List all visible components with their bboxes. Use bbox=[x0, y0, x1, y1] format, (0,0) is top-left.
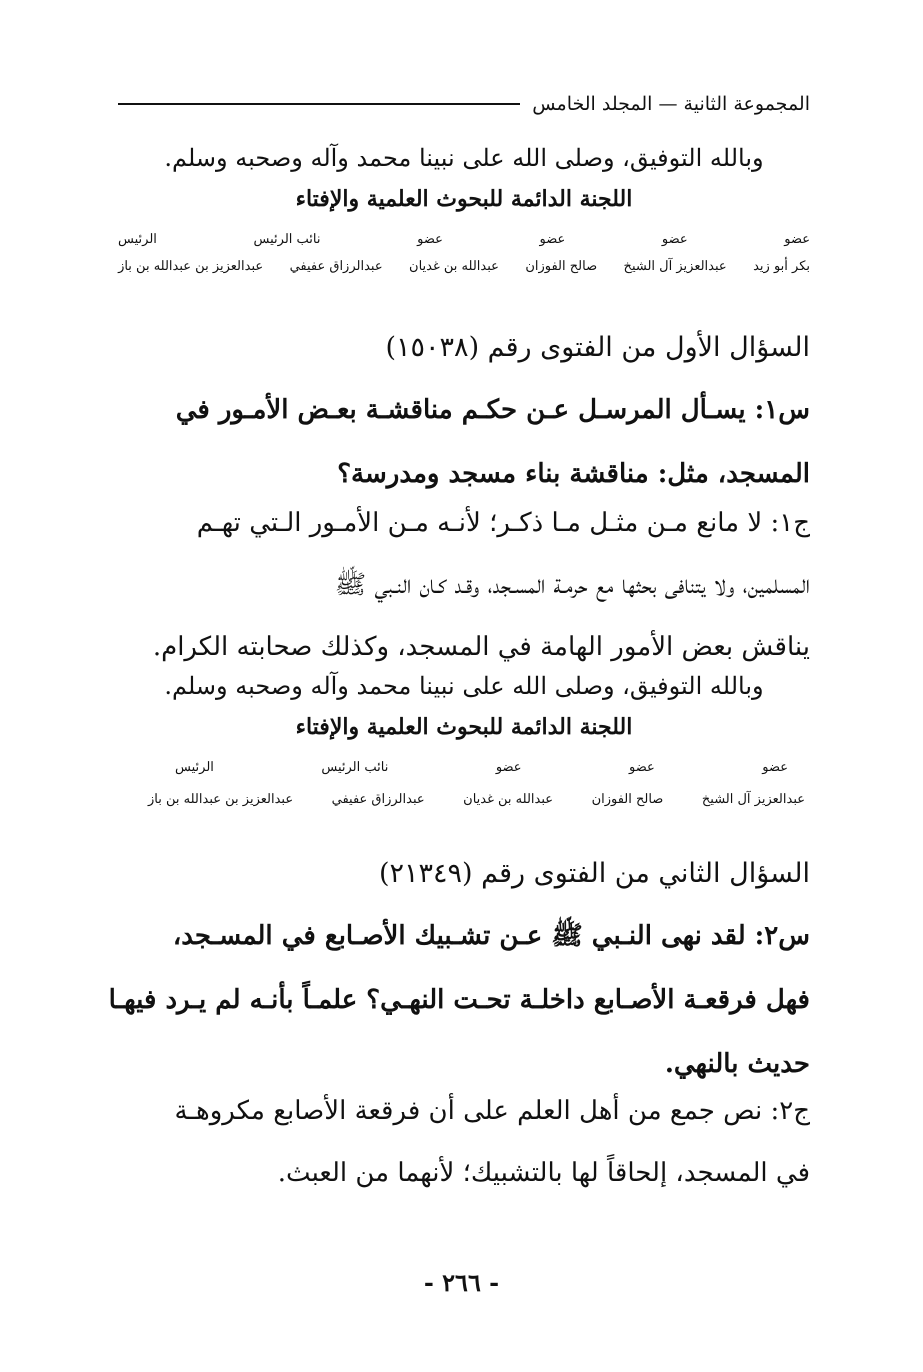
question-line: فهل فرقعـة الأصـابع داخلـة تحـت النهـي؟ علمـاً بأنـه لم يـرد فيهـا bbox=[108, 985, 810, 1015]
signatory-name: عبدالله بن غديان bbox=[409, 259, 499, 274]
signatory-title: عضو bbox=[417, 232, 443, 247]
signatory-name: عبدالرزاق عفيفي bbox=[289, 259, 383, 274]
running-header bbox=[118, 90, 810, 118]
question-title-2 bbox=[118, 858, 810, 889]
header-rule bbox=[118, 103, 520, 105]
signatory-title: الرئيس bbox=[175, 760, 214, 775]
signatory-titles bbox=[175, 760, 788, 775]
signatory-title: عضو bbox=[661, 232, 688, 247]
committee-block-1 bbox=[118, 186, 810, 212]
section-closing-1 bbox=[118, 140, 810, 176]
answer-text-1 bbox=[118, 492, 810, 678]
committee-name: اللجنة الدائمة للبحوث العلمية والإفتاء bbox=[295, 186, 633, 212]
signatory-name: بكر أبو زيد bbox=[753, 259, 810, 274]
signatories-1 bbox=[118, 232, 810, 274]
question-text-1 bbox=[118, 378, 810, 506]
question-line: المسجد، مثل: مناقشة بناء مسجد ومدرسة؟ bbox=[337, 459, 810, 489]
committee-block-2 bbox=[118, 714, 810, 740]
question-line: س١: يسـأل المرسـل عـن حكـم مناقشـة بعـض الأمـور في bbox=[175, 395, 810, 425]
page-number: - ٢٦٦ - bbox=[423, 1268, 500, 1297]
signatory-name: صالح الفوزان bbox=[591, 792, 664, 807]
answer-line: في المسجد، إلحاقاً لها بالتشبيك؛ لأنهما من العبث. bbox=[277, 1158, 810, 1188]
signatory-name: عبدالرزاق عفيفي bbox=[331, 792, 425, 807]
signatory-name: عبدالعزيز بن عبدالله بن باز bbox=[148, 792, 294, 807]
question-title-1 bbox=[118, 332, 810, 363]
signatories-2-names bbox=[148, 792, 805, 807]
header-title: المجموعة الثانية — المجلد الخامس bbox=[532, 93, 810, 115]
signatory-title: عضو bbox=[495, 760, 522, 775]
signatory-names bbox=[118, 259, 810, 274]
closing-line: وبالله التوفيق، وصلى الله على نبينا محمد وآله وصحبه وسلم. bbox=[164, 672, 764, 700]
answer-line: ج٢: نص جمع من أهل العلم على أن فرقعة الأصابع مكروهـة bbox=[174, 1096, 810, 1126]
signatory-name: عبدالعزيز بن عبدالله بن باز bbox=[118, 259, 264, 274]
signatory-title: الرئيس bbox=[118, 232, 157, 247]
signatory-title: عضو bbox=[629, 760, 655, 775]
section-closing-2 bbox=[118, 668, 810, 704]
answer-line: المسلمين، ولا يتنافى بحثها مع حرمـة المسـجد، وقـد كـان النـبي ﷺ bbox=[334, 570, 810, 600]
closing-line: وبالله التوفيق، وصلى الله على نبينا محمد وآله وصحبه وسلم. bbox=[164, 144, 764, 172]
answer-line: يناقش بعض الأمور الهامة في المسجد، وكذلك صحابته الكرام. bbox=[152, 632, 810, 662]
signatories-2 bbox=[175, 760, 788, 775]
question-line: س٢: لقد نهى النـبي ﷺ عـن تشـبيك الأصـابع في المسـجد، bbox=[172, 921, 810, 951]
signatory-name: عبدالعزيز آل الشيخ bbox=[623, 259, 727, 274]
signatory-name: عبدالله بن غديان bbox=[463, 792, 554, 807]
signatory-title: نائب الرئيس bbox=[321, 760, 389, 775]
signatory-title: عضو bbox=[539, 232, 566, 247]
question-line: حديث بالنهي. bbox=[664, 1049, 810, 1079]
signatory-title: نائب الرئيس bbox=[253, 232, 321, 247]
answer-line: ج١: لا مانع مـن مثـل مـا ذكـر؛ لأنـه مـن الأمـور الـتي تهـم bbox=[196, 508, 810, 538]
answer-text-2 bbox=[118, 1080, 810, 1204]
question-text-2 bbox=[108, 904, 810, 1096]
signatory-name: عبدالعزيز آل الشيخ bbox=[701, 792, 805, 807]
committee-name: اللجنة الدائمة للبحوث العلمية والإفتاء bbox=[295, 714, 633, 740]
signatory-name: صالح الفوزان bbox=[525, 259, 598, 274]
signatory-title: عضو bbox=[784, 232, 810, 247]
signatory-title: عضو bbox=[762, 760, 788, 775]
question-heading: السؤال الثاني من الفتوى رقم (٢١٣٤٩) bbox=[378, 858, 810, 889]
question-heading: السؤال الأول من الفتوى رقم (١٥٠٣٨) bbox=[385, 332, 810, 363]
signatory-names bbox=[148, 792, 805, 807]
signatory-titles bbox=[118, 232, 810, 247]
